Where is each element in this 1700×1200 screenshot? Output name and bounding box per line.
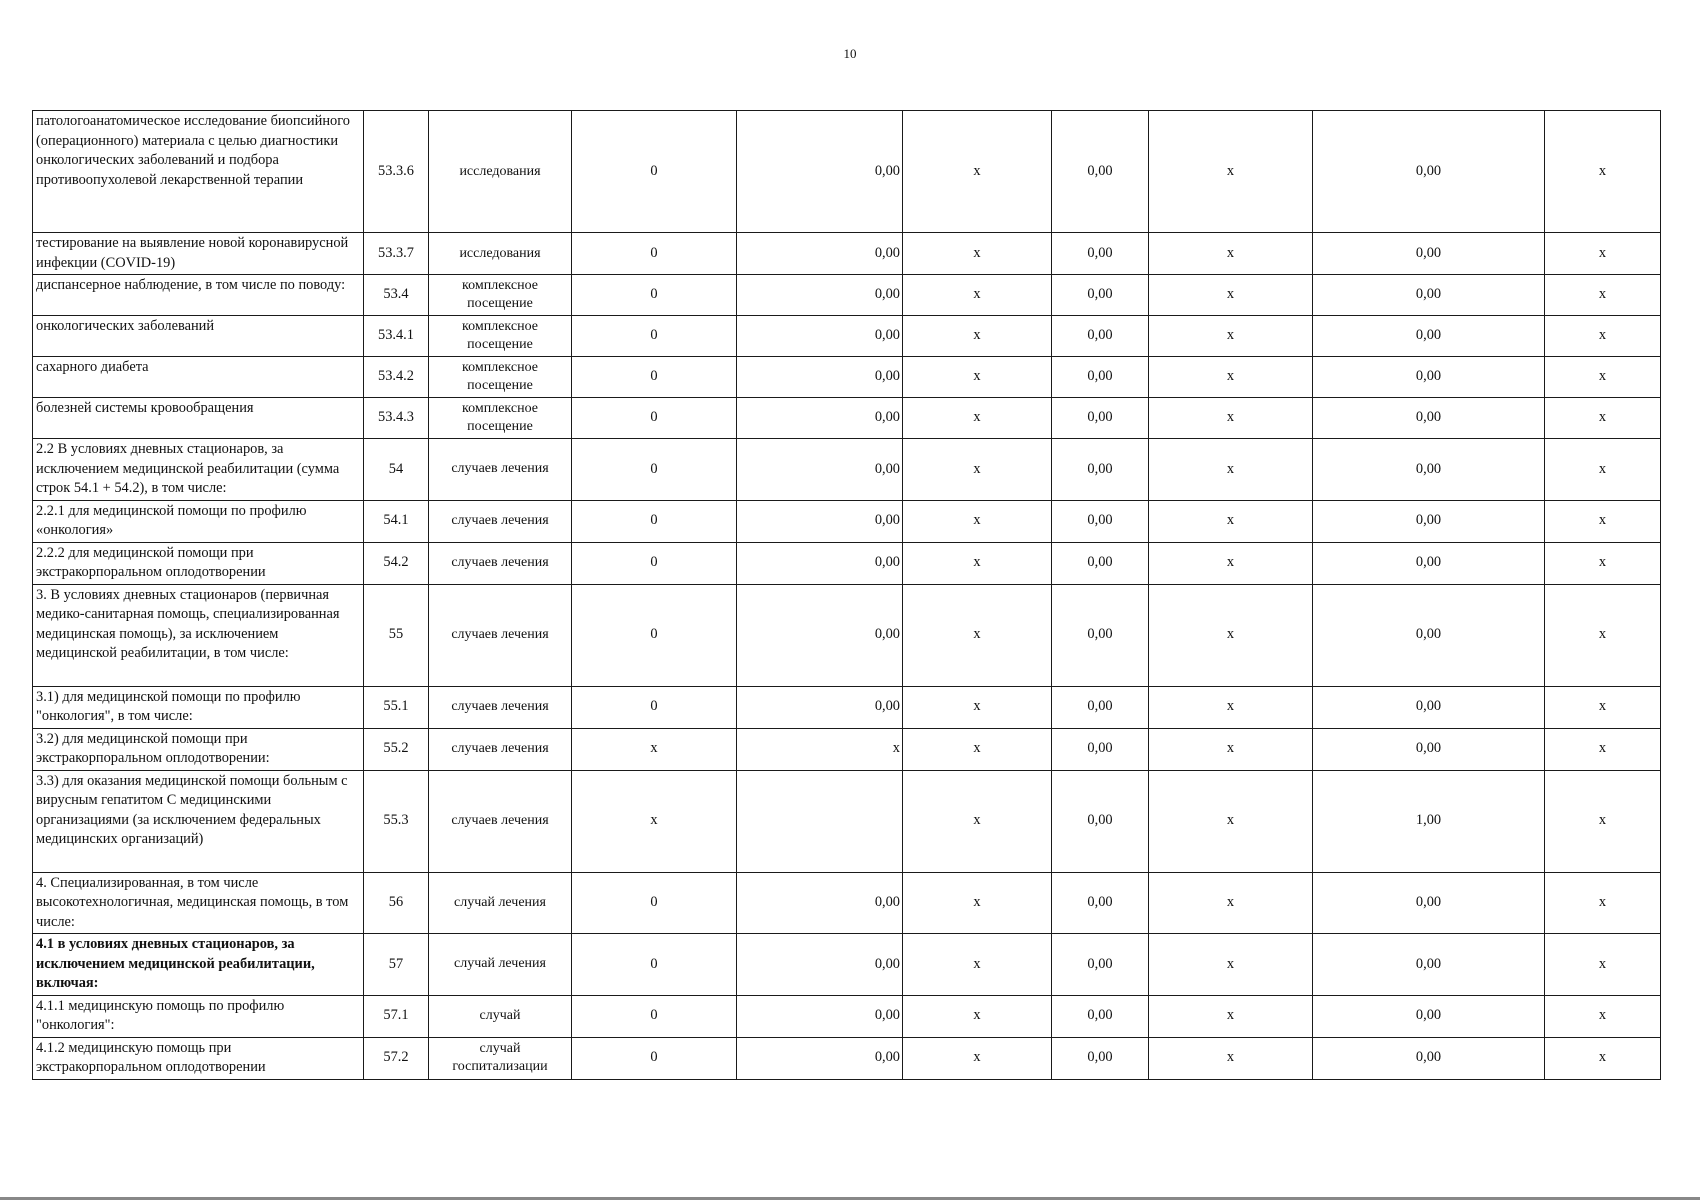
row-code-cell: 57.1: [364, 995, 429, 1037]
row-col5-cell: х: [1149, 398, 1313, 439]
row-col6-cell: 0,00: [1313, 1037, 1545, 1079]
table-row: [33, 728, 1661, 770]
row-col2-cell: 0,00: [737, 398, 903, 439]
row-col1-cell: 0: [572, 439, 737, 501]
row-col7-cell: х: [1545, 686, 1661, 728]
row-code-cell: 53.3.7: [364, 233, 429, 275]
row-name-cell: 2.2 В условиях дневных стационаров, за исключением медицинской реабилитации (сумма строк 54.1 + 54.2), в том числе:: [33, 439, 364, 501]
row-col3-cell: х: [903, 770, 1052, 872]
row-col6-cell: 0,00: [1313, 934, 1545, 996]
row-code-cell: 55.2: [364, 728, 429, 770]
table-row: [33, 398, 1661, 439]
row-col1-cell: х: [572, 728, 737, 770]
row-name-cell: 3.3) для оказания медицинской помощи больным с вирусным гепатитом С медицинскими организациями (за исключением федеральных медицинских организаций): [33, 770, 364, 872]
row-col3-cell: х: [903, 398, 1052, 439]
table-row: [33, 111, 1661, 233]
row-unit-cell: случай лечения: [429, 872, 572, 934]
row-col2-cell: 0,00: [737, 316, 903, 357]
row-col6-cell: 0,00: [1313, 357, 1545, 398]
row-col7-cell: х: [1545, 275, 1661, 316]
row-col2-cell: 0,00: [737, 357, 903, 398]
row-unit-cell: исследования: [429, 111, 572, 233]
row-name-cell: 2.2.1 для медицинской помощи по профилю «онкология»: [33, 500, 364, 542]
row-col7-cell: х: [1545, 584, 1661, 686]
table-row: [33, 584, 1661, 686]
table-row: [33, 1037, 1661, 1079]
row-col2-cell: 0,00: [737, 542, 903, 584]
row-col2-cell: [737, 770, 903, 872]
row-unit-cell: случаев лечения: [429, 439, 572, 501]
row-col1-cell: 0: [572, 1037, 737, 1079]
table-row: [33, 542, 1661, 584]
table-row: [33, 934, 1661, 996]
row-unit-cell: случаев лечения: [429, 770, 572, 872]
row-col1-cell: 0: [572, 584, 737, 686]
table-row: [33, 357, 1661, 398]
row-name-cell: диспансерное наблюдение, в том числе по поводу:: [33, 275, 364, 316]
row-col4-cell: 0,00: [1052, 584, 1149, 686]
row-col6-cell: 0,00: [1313, 686, 1545, 728]
row-code-cell: 53.4.3: [364, 398, 429, 439]
row-col4-cell: 0,00: [1052, 398, 1149, 439]
row-col7-cell: х: [1545, 439, 1661, 501]
row-col2-cell: 0,00: [737, 111, 903, 233]
row-col3-cell: х: [903, 275, 1052, 316]
row-col7-cell: х: [1545, 872, 1661, 934]
row-col4-cell: 0,00: [1052, 275, 1149, 316]
row-col7-cell: х: [1545, 1037, 1661, 1079]
row-col5-cell: х: [1149, 357, 1313, 398]
row-col2-cell: 0,00: [737, 584, 903, 686]
row-col7-cell: х: [1545, 233, 1661, 275]
row-col4-cell: 0,00: [1052, 357, 1149, 398]
row-col1-cell: 0: [572, 872, 737, 934]
row-col5-cell: х: [1149, 111, 1313, 233]
row-col3-cell: х: [903, 233, 1052, 275]
row-col4-cell: 0,00: [1052, 770, 1149, 872]
row-col6-cell: 0,00: [1313, 398, 1545, 439]
row-code-cell: 55.1: [364, 686, 429, 728]
row-col3-cell: х: [903, 584, 1052, 686]
row-name-cell: 3.2) для медицинской помощи при экстракорпоральном оплодотворении:: [33, 728, 364, 770]
row-unit-cell: случаев лечения: [429, 542, 572, 584]
table-row: [33, 233, 1661, 275]
row-unit-cell: случаев лечения: [429, 584, 572, 686]
row-name-cell: патологоанатомическое исследование биопсийного (операционного) материала с целью диагностики онкологических заболеваний и подбора противоопухолевой лекарственной терапии: [33, 111, 364, 233]
row-col2-cell: 0,00: [737, 439, 903, 501]
row-code-cell: 54.2: [364, 542, 429, 584]
row-col7-cell: х: [1545, 770, 1661, 872]
row-col1-cell: 0: [572, 398, 737, 439]
row-col4-cell: 0,00: [1052, 872, 1149, 934]
row-code-cell: 54.1: [364, 500, 429, 542]
row-col5-cell: х: [1149, 439, 1313, 501]
row-col5-cell: х: [1149, 500, 1313, 542]
row-col2-cell: х: [737, 728, 903, 770]
row-col6-cell: 0,00: [1313, 439, 1545, 501]
row-unit-cell: случай: [429, 995, 572, 1037]
row-col1-cell: 0: [572, 111, 737, 233]
row-unit-cell: комплексное посещение: [429, 275, 572, 316]
row-code-cell: 53.3.6: [364, 111, 429, 233]
row-col2-cell: 0,00: [737, 275, 903, 316]
row-col3-cell: х: [903, 439, 1052, 501]
row-col7-cell: х: [1545, 500, 1661, 542]
table-row: [33, 439, 1661, 501]
row-unit-cell: случай лечения: [429, 934, 572, 996]
row-col1-cell: 0: [572, 316, 737, 357]
row-col5-cell: х: [1149, 995, 1313, 1037]
row-col3-cell: х: [903, 500, 1052, 542]
row-col2-cell: 0,00: [737, 934, 903, 996]
row-col4-cell: 0,00: [1052, 316, 1149, 357]
table-body: [33, 111, 1661, 1080]
row-code-cell: 56: [364, 872, 429, 934]
row-col2-cell: 0,00: [737, 995, 903, 1037]
row-col3-cell: х: [903, 728, 1052, 770]
table-row: [33, 275, 1661, 316]
row-col3-cell: х: [903, 686, 1052, 728]
row-col5-cell: х: [1149, 275, 1313, 316]
row-col6-cell: 0,00: [1313, 542, 1545, 584]
row-col1-cell: 0: [572, 233, 737, 275]
row-col6-cell: 0,00: [1313, 728, 1545, 770]
row-col6-cell: 0,00: [1313, 111, 1545, 233]
row-col5-cell: х: [1149, 233, 1313, 275]
row-col2-cell: 0,00: [737, 872, 903, 934]
row-col3-cell: х: [903, 357, 1052, 398]
row-name-cell: 2.2.2 для медицинской помощи при экстракорпоральном оплодотворении: [33, 542, 364, 584]
row-col3-cell: х: [903, 995, 1052, 1037]
row-name-cell: болезней системы кровообращения: [33, 398, 364, 439]
row-col3-cell: х: [903, 1037, 1052, 1079]
row-col7-cell: х: [1545, 728, 1661, 770]
row-code-cell: 53.4.2: [364, 357, 429, 398]
row-name-cell: 3. В условиях дневных стационаров (первичная медико-санитарная помощь, специализированная медицинская помощь), за исключением медицинской реабилитации, в том числе:: [33, 584, 364, 686]
row-code-cell: 55: [364, 584, 429, 686]
row-col4-cell: 0,00: [1052, 542, 1149, 584]
row-unit-cell: случай госпитализации: [429, 1037, 572, 1079]
row-col4-cell: 0,00: [1052, 934, 1149, 996]
row-col6-cell: 0,00: [1313, 316, 1545, 357]
row-unit-cell: случаев лечения: [429, 500, 572, 542]
row-col5-cell: х: [1149, 542, 1313, 584]
row-col5-cell: х: [1149, 584, 1313, 686]
row-name-cell: 3.1) для медицинской помощи по профилю "онкология", в том числе:: [33, 686, 364, 728]
row-col6-cell: 1,00: [1313, 770, 1545, 872]
row-col5-cell: х: [1149, 728, 1313, 770]
row-code-cell: 53.4.1: [364, 316, 429, 357]
row-col7-cell: х: [1545, 398, 1661, 439]
row-name-cell: 4.1 в условиях дневных стационаров, за исключением медицинской реабилитации, включая:: [33, 934, 364, 996]
row-unit-cell: комплексное посещение: [429, 316, 572, 357]
row-col5-cell: х: [1149, 686, 1313, 728]
row-code-cell: 57: [364, 934, 429, 996]
row-col6-cell: 0,00: [1313, 500, 1545, 542]
row-col6-cell: 0,00: [1313, 872, 1545, 934]
page-number: 10: [843, 46, 857, 61]
row-unit-cell: случаев лечения: [429, 728, 572, 770]
row-col6-cell: 0,00: [1313, 995, 1545, 1037]
row-col1-cell: 0: [572, 686, 737, 728]
row-code-cell: 55.3: [364, 770, 429, 872]
row-col1-cell: х: [572, 770, 737, 872]
row-col4-cell: 0,00: [1052, 995, 1149, 1037]
row-col2-cell: 0,00: [737, 233, 903, 275]
row-unit-cell: исследования: [429, 233, 572, 275]
row-col1-cell: 0: [572, 357, 737, 398]
row-col6-cell: 0,00: [1313, 233, 1545, 275]
table-row: [33, 770, 1661, 872]
row-col2-cell: 0,00: [737, 500, 903, 542]
row-col3-cell: х: [903, 316, 1052, 357]
row-code-cell: 57.2: [364, 1037, 429, 1079]
row-col5-cell: х: [1149, 316, 1313, 357]
row-col5-cell: х: [1149, 1037, 1313, 1079]
row-col1-cell: 0: [572, 542, 737, 584]
row-col5-cell: х: [1149, 872, 1313, 934]
row-col4-cell: 0,00: [1052, 686, 1149, 728]
table-row: [33, 686, 1661, 728]
row-col4-cell: 0,00: [1052, 439, 1149, 501]
row-col5-cell: х: [1149, 934, 1313, 996]
row-name-cell: 4.1.2 медицинскую помощь при экстракорпоральном оплодотворении: [33, 1037, 364, 1079]
row-col5-cell: х: [1149, 770, 1313, 872]
row-col1-cell: 0: [572, 275, 737, 316]
row-col4-cell: 0,00: [1052, 111, 1149, 233]
row-col7-cell: х: [1545, 934, 1661, 996]
row-col6-cell: 0,00: [1313, 584, 1545, 686]
row-name-cell: сахарного диабета: [33, 357, 364, 398]
table-row: [33, 995, 1661, 1037]
table-row: [33, 872, 1661, 934]
row-col2-cell: 0,00: [737, 686, 903, 728]
row-col4-cell: 0,00: [1052, 500, 1149, 542]
row-col1-cell: 0: [572, 995, 737, 1037]
row-col2-cell: 0,00: [737, 1037, 903, 1079]
row-col7-cell: х: [1545, 995, 1661, 1037]
row-col3-cell: х: [903, 934, 1052, 996]
row-col4-cell: 0,00: [1052, 728, 1149, 770]
row-col4-cell: 0,00: [1052, 1037, 1149, 1079]
data-table: [32, 110, 1661, 1080]
row-col7-cell: х: [1545, 111, 1661, 233]
row-col1-cell: 0: [572, 934, 737, 996]
row-unit-cell: случаев лечения: [429, 686, 572, 728]
row-col6-cell: 0,00: [1313, 275, 1545, 316]
row-code-cell: 54: [364, 439, 429, 501]
row-code-cell: 53.4: [364, 275, 429, 316]
row-col3-cell: х: [903, 542, 1052, 584]
row-col7-cell: х: [1545, 542, 1661, 584]
table-row: [33, 316, 1661, 357]
row-col4-cell: 0,00: [1052, 233, 1149, 275]
row-col7-cell: х: [1545, 316, 1661, 357]
row-unit-cell: комплексное посещение: [429, 357, 572, 398]
row-name-cell: 4.1.1 медицинскую помощь по профилю "онкология":: [33, 995, 364, 1037]
table-row: [33, 500, 1661, 542]
row-name-cell: онкологических заболеваний: [33, 316, 364, 357]
row-unit-cell: комплексное посещение: [429, 398, 572, 439]
row-name-cell: тестирование на выявление новой коронавирусной инфекции (COVID-19): [33, 233, 364, 275]
row-col3-cell: х: [903, 872, 1052, 934]
row-col3-cell: х: [903, 111, 1052, 233]
row-col7-cell: х: [1545, 357, 1661, 398]
row-name-cell: 4. Специализированная, в том числе высокотехнологичная, медицинская помощь, в том числе:: [33, 872, 364, 934]
row-col1-cell: 0: [572, 500, 737, 542]
